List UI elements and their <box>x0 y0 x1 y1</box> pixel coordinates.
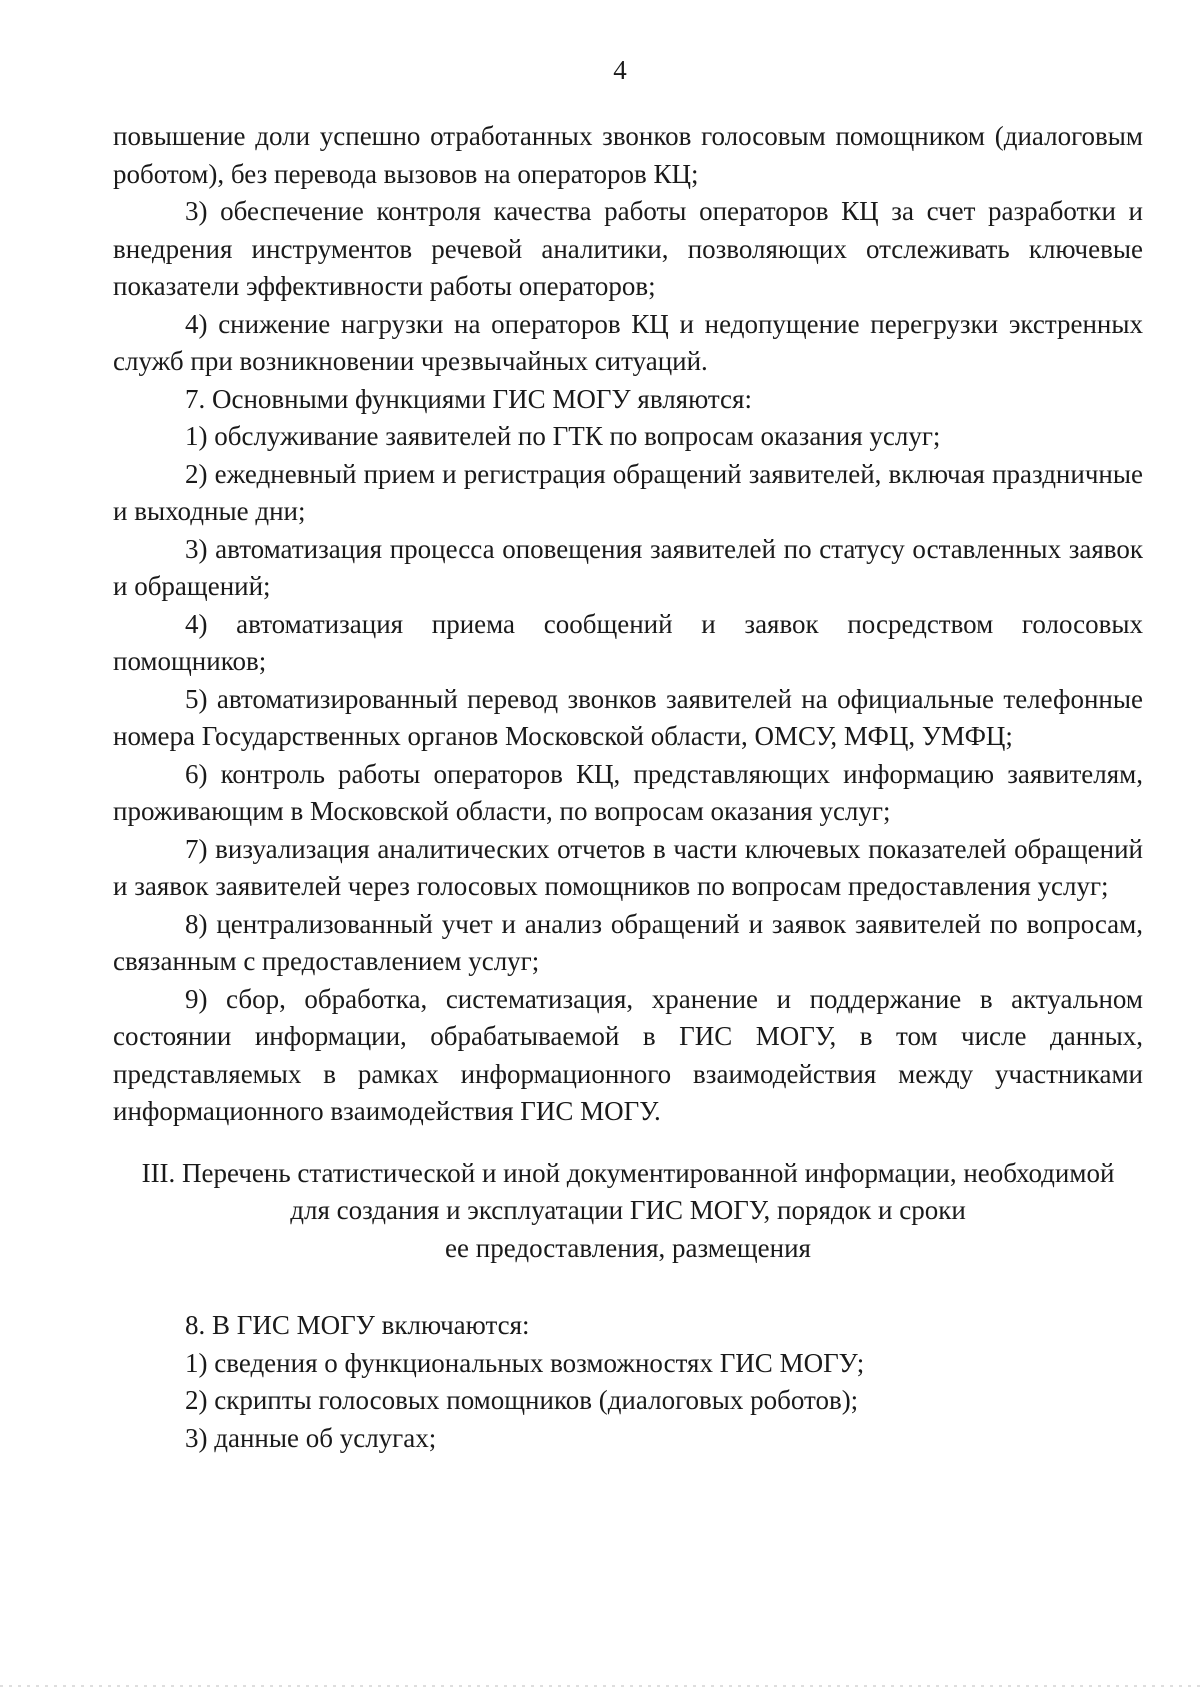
paragraph-function-8: 8) централизованный учет и анализ обращений и заявок заявителей по вопросам, связанным с предоставлением услуг; <box>113 908 1143 976</box>
paragraph-included-3: 3) данные об услугах; <box>185 1422 437 1453</box>
paragraph-clause-8: 8. В ГИС МОГУ включаются: <box>185 1310 530 1340</box>
paragraph-item-4-load-reduction: 4) снижение нагрузки на операторов КЦ и недопущение перегрузки экстренных служб при возникновении чрезвычайных ситуаций. <box>113 308 1143 376</box>
paragraph-function-5: 5) автоматизированный перевод звонков заявителей на официальные телефонные номера Государственных органов Московской области, ОМСУ, МФЦ, УМФЦ; <box>113 683 1143 751</box>
section-heading-line-3: ее предоставления, размещения <box>445 1232 811 1263</box>
paragraph-intro: повышение доли успешно отработанных звонков голосовым помощником (диалоговым роботом), без перевода вызовов на операторов КЦ; <box>113 121 1143 189</box>
section-heading-line-1: III. Перечень статистической и иной документированной информации, необходимой <box>141 1157 1115 1188</box>
section-heading <box>113 1155 1143 1268</box>
paragraph-function-1: 1) обслуживание заявителей по ГТК по вопросам оказания услуг; <box>185 421 941 451</box>
paragraph-included-2: 2) скрипты голосовых помощников (диалоговых роботов); <box>185 1385 859 1415</box>
paragraph-included-1: 1) сведения о функциональных возможностях ГИС МОГУ; <box>185 1347 865 1378</box>
section-spacer <box>113 1267 1143 1307</box>
paragraph-function-3: 3) автоматизация процесса оповещения заявителей по статусу оставленных заявок и обращений; <box>113 533 1143 601</box>
scan-edge-artifact <box>0 1685 1200 1687</box>
section-heading-line-2: для создания и эксплуатации ГИС МОГУ, порядок и сроки <box>290 1195 966 1225</box>
paragraph-function-6: 6) контроль работы операторов КЦ, представляющих информацию заявителям, проживающим в Московской области, по вопросам оказания услуг; <box>113 758 1143 826</box>
document-body <box>113 118 1143 1457</box>
paragraph-function-2: 2) ежедневный прием и регистрация обращений заявителей, включая праздничные и выходные дни; <box>113 458 1143 526</box>
paragraph-clause-7: 7. Основными функциями ГИС МОГУ являются: <box>185 383 752 414</box>
paragraph-function-7: 7) визуализация аналитических отчетов в части ключевых показателей обращений и заявок заявителей через голосовых помощников по вопросам предоставления услуг; <box>113 833 1143 901</box>
paragraph-function-9: 9) сбор, обработка, систематизация, хранение и поддержание в актуальном состоянии информации, обрабатываемой в ГИС МОГУ, в том числе данных, представляемых в рамках информационного взаимодействия между участниками информационного взаимодействия ГИС МОГУ. <box>113 983 1143 1126</box>
page-number: 4 <box>613 55 627 85</box>
paragraph-item-3-quality-control: 3) обеспечение контроля качества работы операторов КЦ за счет разработки и внедрения инструментов речевой аналитики, позволяющих отслеживать ключевые показатели эффективности работы операторов; <box>113 196 1143 301</box>
paragraph-function-4: 4) автоматизация приема сообщений и заявок посредством голосовых помощников; <box>113 608 1143 676</box>
